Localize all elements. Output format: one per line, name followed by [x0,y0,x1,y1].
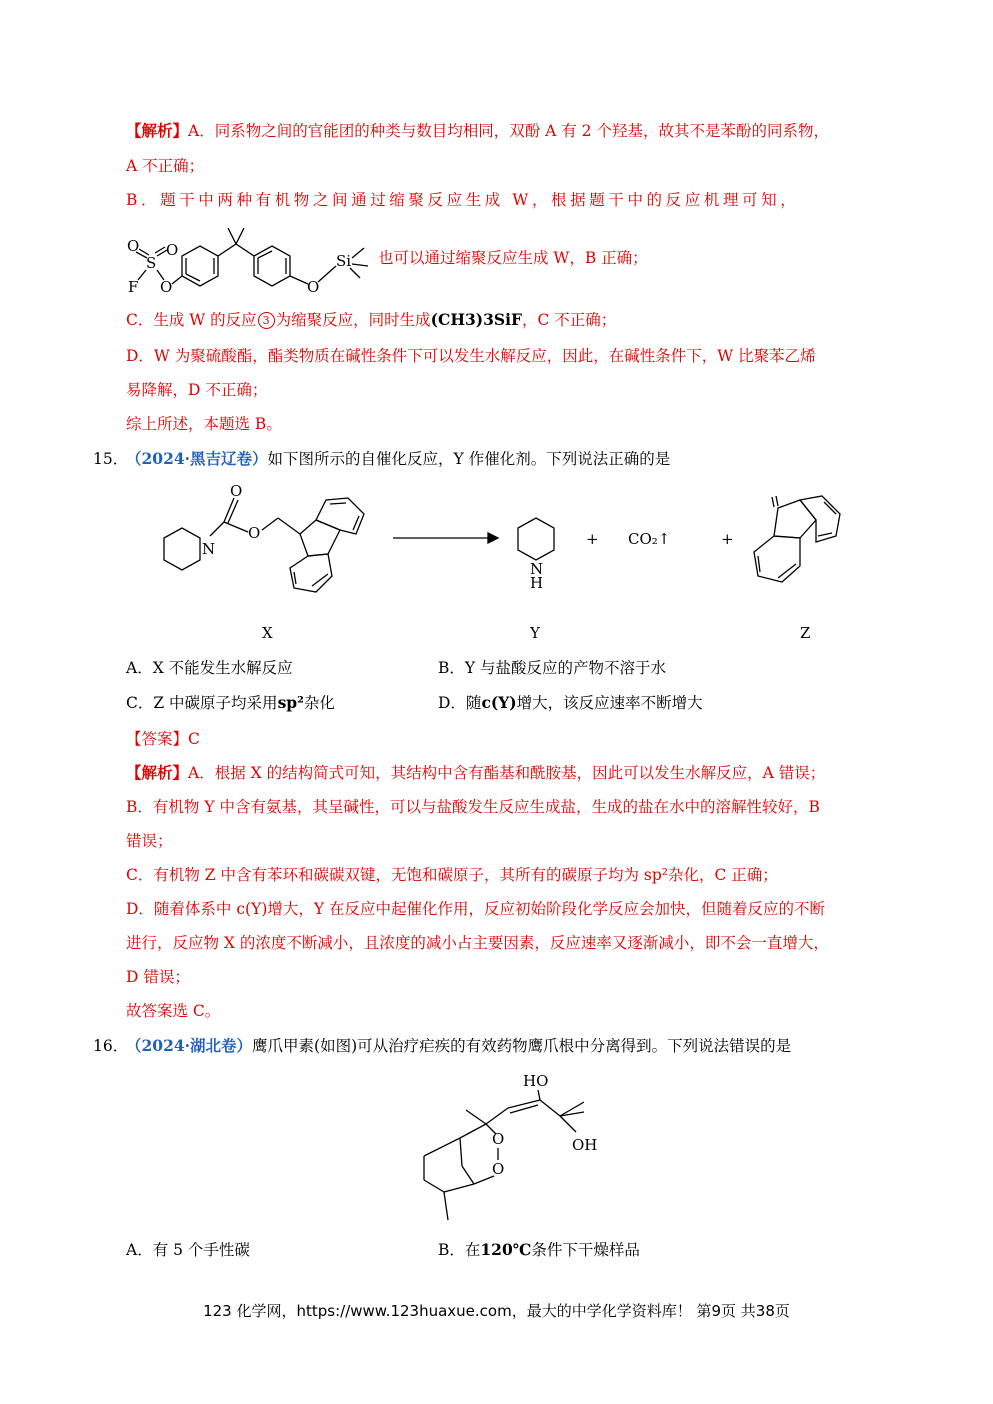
atom-o: O [307,278,320,296]
q15-analysis-line8: 故答案选 C。 [126,1002,221,1020]
svg-text:O: O [492,1160,505,1178]
q14-analysis-line1: 【解析】A．同系物之间的官能团的种类与数目均相同，双酚 A 有 2 个羟基，故其不是苯酚的同系物， [126,121,829,140]
atom-o: O [166,241,179,259]
svg-text:N: N [530,560,544,578]
bisphenol-derivative-structure [124,222,374,302]
question-source: （2024·黑吉辽卷） [126,449,268,468]
question-number: 16． [93,1037,129,1055]
q14-analysis-line7: 易降解，D 不正确； [126,381,268,399]
q15-analysis-line6: 进行，反应物 X 的浓度不断减小，且浓度的减小占主要因素，反应速率又逐渐减小，即不会一直增大， [126,934,829,952]
svg-text:+: + [721,530,734,548]
q15-analysis-line1: 【解析】A．根据 X 的结构简式可知，其结构中含有酯基和酰胺基，因此可以发生水解反应，A 错误； [126,763,826,782]
option-b[interactable]: B．在120℃条件下干燥样品 [438,1240,640,1259]
q15-analysis-line4: C．有机物 Z 中含有苯环和碳碳双键，无饱和碳原子，其所有的碳原子均为 sp²杂化，C 正确； [126,866,778,884]
answer-line: 【答案】C [126,730,200,748]
q14-analysis-line4: 也可以通过缩聚反应生成 W，B 正确； [378,249,648,267]
q14-analysis-line2: A 不正确； [126,157,205,175]
reaction-number-badge: 3 [258,312,275,329]
svg-text:O: O [230,482,243,500]
option-b[interactable]: B．Y 与盐酸反应的产物不溶于水 [438,659,667,677]
label-y: Y [530,624,540,642]
option-c[interactable]: C．Z 中碳原子均采用sp²杂化 [126,693,335,712]
svg-text:+: + [586,530,599,548]
svg-text:HO: HO [523,1072,549,1090]
analysis-label: 【解析】 [126,121,189,140]
reaction-scheme [150,478,870,648]
q15-analysis-line2: B．有机物 Y 中含有氨基，其呈碱性，可以与盐酸发生反应生成盐，生成的盐在水中的溶解性较好，B [126,798,820,816]
svg-text:H: H [530,574,544,592]
chemical-formula: (CH3)3SiF [430,310,522,329]
q15-analysis-line5: D．随着体系中 c(Y)增大，Y 在反应中起催化作用，反应初始阶段化学反应会加快，但随着反应的不断 [126,900,826,918]
q15-analysis-line7: D 错误； [126,968,190,986]
svg-text:OH: OH [572,1136,598,1154]
q15-analysis-line3: 错误； [126,832,173,850]
q14-analysis-line3: B．题干中两种有机物之间通过缩聚反应生成 W，根据题干中的反应机理可知， [126,191,800,209]
option-a[interactable]: A．X 不能发生水解反应 [126,659,293,677]
svg-text:O: O [248,524,261,542]
label-x: X [262,624,273,642]
yingzhaosu-structure [410,1062,610,1232]
question-source: （2024·湖北卷） [126,1036,253,1055]
atom-si: Si [336,252,352,270]
atom-o: O [160,278,173,296]
atom-s: S [146,254,157,272]
label-z: Z [800,624,811,642]
question-number: 15． [93,450,129,468]
option-a[interactable]: A．有 5 个手性碳 [126,1241,250,1259]
atom-o: O [127,237,140,255]
q14-analysis-line8: 综上所述，本题选 B。 [126,415,282,433]
svg-text:O: O [492,1130,505,1148]
svg-text:CO₂↑: CO₂↑ [628,530,671,548]
option-d[interactable]: D．随c(Y)增大，该反应速率不断增大 [438,693,703,712]
q14-analysis-line6: D．W 为聚硫酸酯，酯类物质在碱性条件下可以发生水解反应，因此，在碱性条件下，W 比聚苯乙烯 [126,347,816,365]
page-footer: 123 化学网，https://www.123huaxue.com，最大的中学化学资料库！ 第9页 共38页 [203,1302,790,1320]
svg-text:N: N [202,540,216,558]
atom-f: F [128,278,139,296]
question-stem: （2024·黑吉辽卷）如下图所示的自催化反应，Y 作催化剂。下列说法正确的是 [126,449,671,468]
question-stem: （2024·湖北卷）鹰爪甲素(如图)可从治疗疟疾的有效药物鹰爪根中分离得到。下列说法错误的是 [126,1036,792,1055]
q14-analysis-line5: C．生成 W 的反应 3 为缩聚反应，同时生成(CH3)3SiF，C 不正确； [126,310,617,329]
